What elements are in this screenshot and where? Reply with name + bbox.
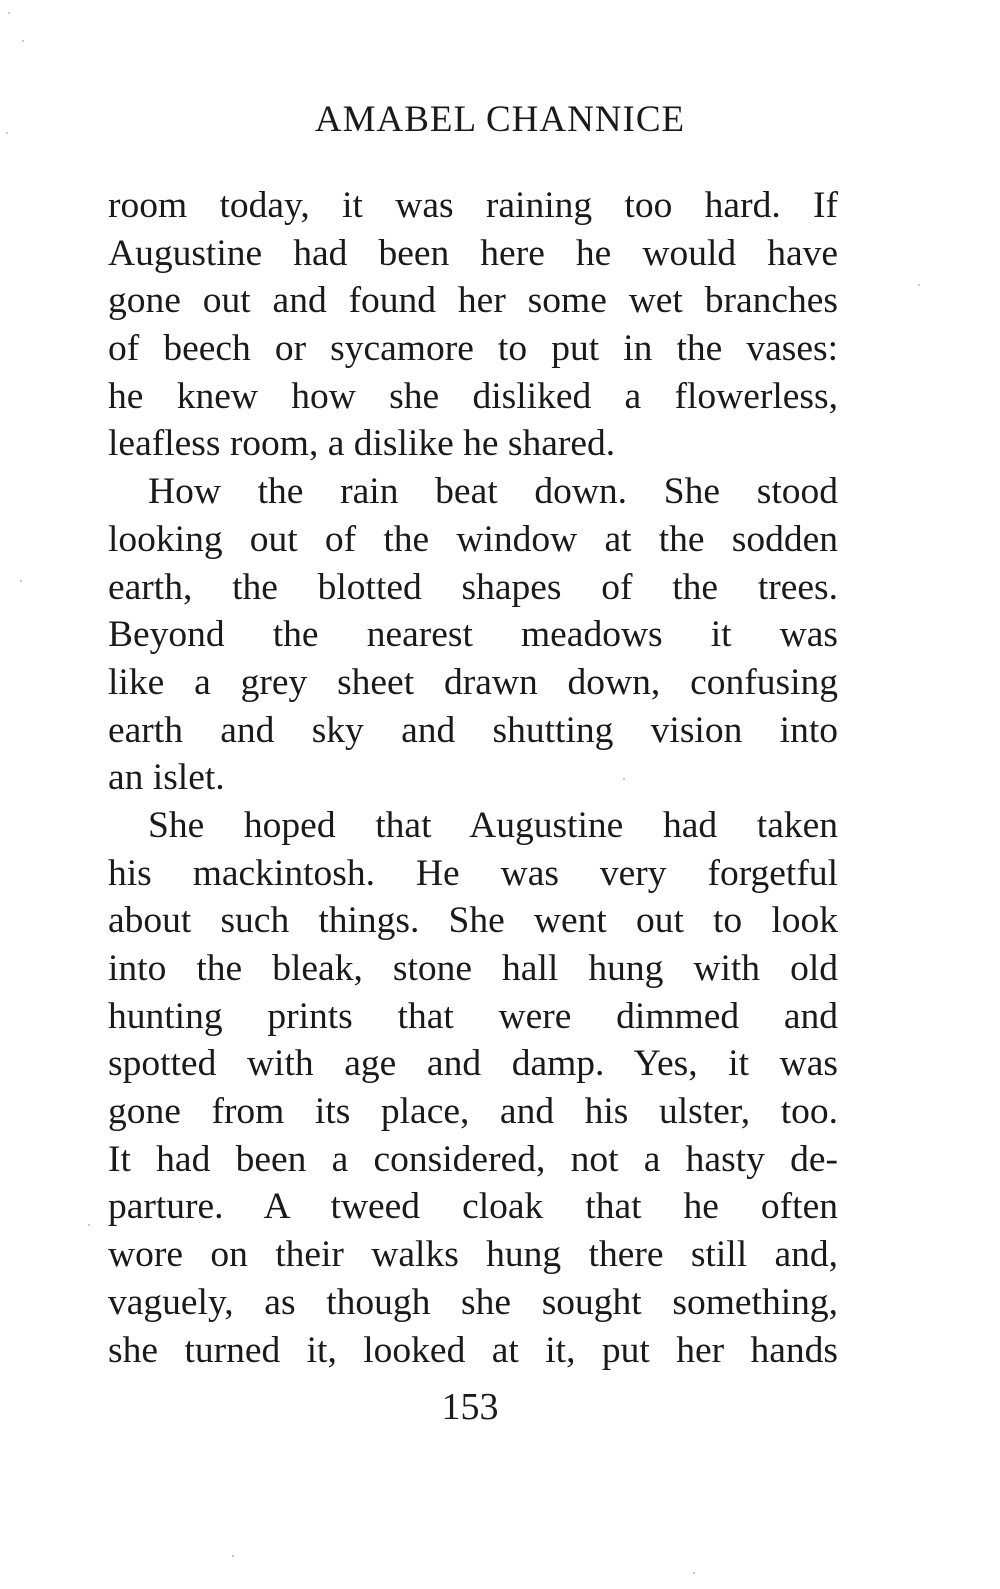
text-line: How the rain beat down. She stood	[148, 471, 838, 513]
running-head: AMABEL CHANNICE	[314, 99, 686, 140]
text-line: Beyond the nearest meadows it was	[108, 614, 838, 656]
text-line: into the bleak, stone hall hung with old	[108, 948, 838, 989]
text-line: Augustine had been here he would have	[108, 232, 838, 274]
page-number: 153	[441, 1386, 499, 1428]
scan-speck	[232, 1555, 234, 1557]
text-line: gone from its place, and his ulster, too.	[108, 1091, 838, 1133]
scan-speck	[623, 778, 625, 780]
text-line: she turned it, looked at it, put her hands	[108, 1329, 838, 1371]
scan-speck	[6, 132, 8, 134]
scan-speck	[88, 1224, 90, 1226]
text-line: hunting prints that were dimmed and	[108, 995, 838, 1037]
text-line: earth, the blotted shapes of the trees.	[108, 566, 838, 608]
text-line: his mackintosh. He was very forgetful	[108, 852, 838, 894]
scan-speck	[693, 1572, 695, 1574]
text-line: about such things. She went out to look	[108, 900, 838, 942]
text-line: leafless room, a dislike he shared.	[108, 423, 616, 465]
text-line: It had been a considered, not a hasty de-	[108, 1138, 838, 1180]
text-line: gone out and found her some wet branches	[108, 280, 838, 322]
text-line: of beech or sycamore to put in the vases:	[108, 328, 838, 370]
text-line: looking out of the window at the sodden	[108, 518, 838, 560]
scan-speck	[8, 12, 10, 14]
text-line: room today, it was raining too hard. If	[108, 185, 838, 226]
text-line: wore on their walks hung there still and,	[108, 1234, 838, 1276]
text-line: an islet.	[108, 757, 225, 799]
scan-speck	[918, 284, 920, 286]
text-line: parture. A tweed cloak that he often	[108, 1186, 838, 1228]
text-line: like a grey sheet drawn down, confusing	[108, 661, 838, 703]
text-line: he knew how she disliked a flowerless,	[108, 375, 838, 417]
text-line: spotted with age and damp. Yes, it was	[108, 1043, 838, 1085]
scan-speck	[20, 580, 22, 582]
text-line: vaguely, as though she sought something,	[108, 1281, 838, 1323]
text-line: She hoped that Augustine had taken	[148, 804, 838, 846]
text-line: earth and sky and shutting vision into	[108, 709, 838, 751]
scan-speck	[22, 40, 24, 42]
body-text	[108, 182, 838, 1374]
